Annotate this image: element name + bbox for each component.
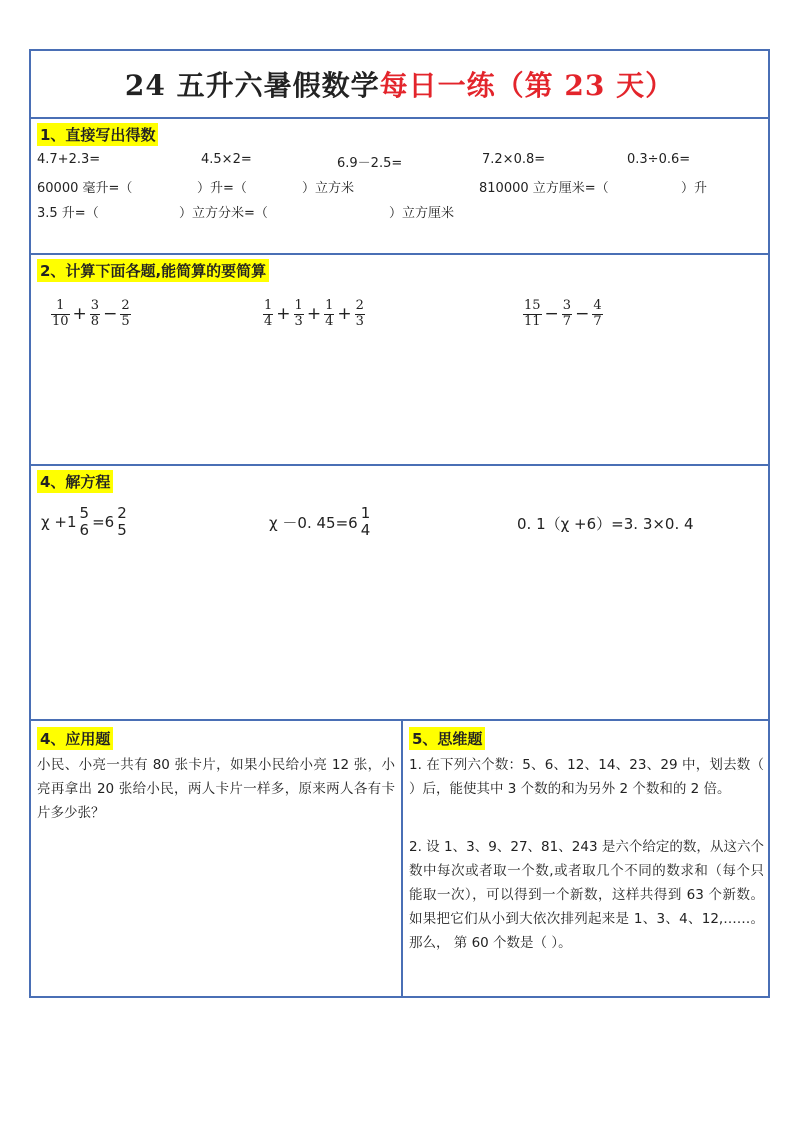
s1-r2-c1: 60000 毫升=（ — [37, 181, 133, 196]
section3-heading: 4、解方程 — [37, 470, 113, 493]
section2-heading: 2、计算下面各题,能简算的要简算 — [37, 259, 269, 282]
title-highlight: 每日一练（第 23 天） — [379, 69, 675, 102]
expression-2: $\frac{1}{4}$ + $\frac{1}{3}$ + $\frac{1}{4}$ + $\frac{2}{3}$ — [264, 298, 364, 329]
divider — [31, 117, 768, 119]
application-problem: 小民、小亮一共有 80 张卡片，如果小民给小亮 12 张，小亮再拿出 20 张给小民，两人卡片一样多，原来两人各有卡片多少张？ — [37, 757, 395, 821]
section4-heading: 4、应用题 — [37, 727, 113, 750]
s1-r2-c2: ）升=（ — [197, 181, 247, 196]
divider — [31, 464, 768, 466]
s1-r3-c2: ）立方分米=（ — [179, 206, 268, 221]
section5-heading: 5、思维题 — [409, 727, 485, 750]
expression-3: $\frac{15}{11}$ − $\frac{3}{7}$ − $\frac{4}{7}$ — [524, 298, 602, 329]
title-prefix: 24 五升六暑假数学 — [124, 69, 380, 102]
equation-2: χ －0. 45=6 1 4 — [269, 504, 371, 540]
s1-r2-c4: 810000 立方厘米=（ — [479, 181, 609, 196]
column-divider — [401, 721, 403, 998]
page-title — [31, 51, 768, 117]
divider — [31, 253, 768, 255]
s1-r1-c1: 4.7+2.3= — [37, 152, 101, 167]
s1-r1-c4: 7.2×0.8= — [482, 152, 546, 167]
s1-r3-c1: 3.5 升=（ — [37, 206, 99, 221]
s1-r2-c5: ）升 — [681, 181, 708, 196]
s1-r1-c5: 0.3÷0.6= — [627, 152, 691, 167]
divider — [31, 719, 768, 721]
equation-1: χ +1 5 6 =6 2 5 — [41, 504, 127, 540]
equation-3: 0. 1（χ +6）=3. 3×0. 4 — [517, 515, 694, 533]
s1-r3-c3: ）立方厘米 — [389, 206, 455, 221]
s1-r2-c3: ）立方米 — [302, 181, 355, 196]
section1-heading: 1、直接写出得数 — [37, 123, 158, 146]
s1-r1-c2: 4.5×2= — [201, 152, 252, 167]
s1-r1-c3: 6.9－2.5= — [337, 156, 403, 171]
expression-1: $\frac{1}{10}$ + $\frac{3}{8}$ − $\frac{2}{5}$ — [52, 298, 130, 329]
thinking-question-1: 1. 在下列六个数：5、6、12、14、23、29 中，划去数（ ）后，能使其中 3 个数的和为另外 2 个数和的 2 倍。 — [409, 757, 764, 797]
worksheet — [29, 49, 770, 998]
thinking-question-2: 2. 设 1、3、9、27、81、243 是六个给定的数，从这六个数中每次或者取一个数,或者取几个不同的数求和（每个只能取一次），可以得到一个新数，这样共得到 63 个新数。如果把它们从小到大依次排列起来是 1、3、4、12,……。那么， 第 60 个数是（ ）。 — [409, 839, 764, 951]
